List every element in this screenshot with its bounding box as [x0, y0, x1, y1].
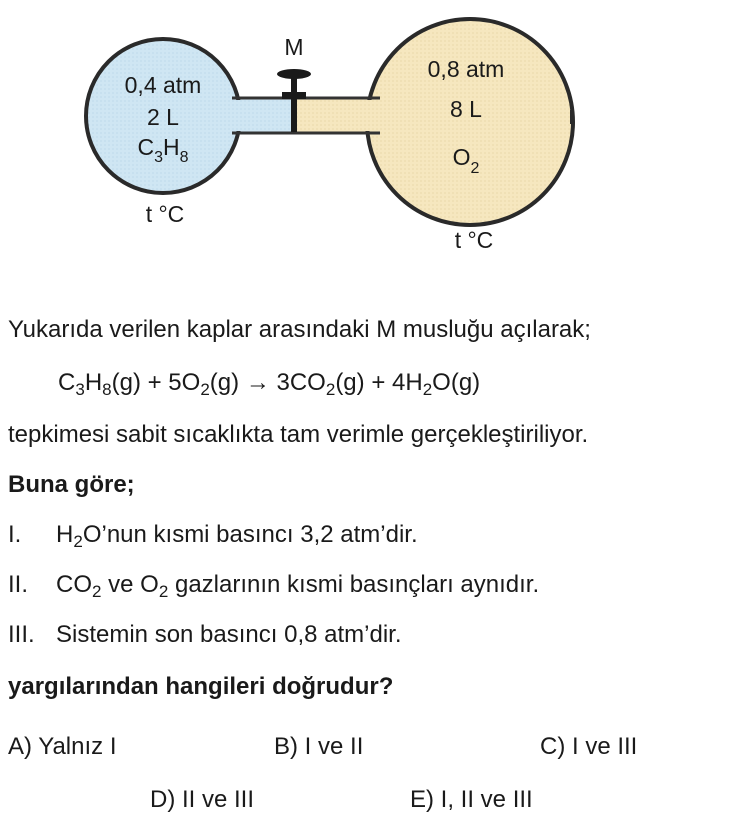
reaction-arrow: → — [245, 369, 270, 396]
condition-text: tepkimesi sabit sıcaklıkta tam verimle gerçekleştiriliyor. — [8, 421, 589, 448]
option-d[interactable]: D) II ve III — [150, 786, 255, 813]
statement-2: II. $CO_2$ ve $O_2$ gazlarının kısmi basınçları aynıdır. — [8, 571, 540, 601]
right-flask — [367, 19, 573, 225]
option-c[interactable]: C) I ve III — [540, 733, 638, 760]
valve-label: M — [284, 34, 304, 60]
apparatus-figure — [0, 0, 729, 270]
question-end: yargılarından hangileri doğrudur? — [8, 673, 394, 700]
right-gas-formula: $O_2$ — [452, 144, 480, 177]
option-e[interactable]: E) I, II ve III — [410, 786, 533, 813]
right-pressure-label: 0,8 atm — [427, 56, 505, 82]
right-temperature-label: t °C — [454, 227, 494, 253]
option-a[interactable]: A) Yalnız I — [8, 733, 117, 760]
question-lead: Buna göre; — [8, 471, 135, 498]
option-b[interactable]: B) I ve II — [274, 733, 364, 760]
left-temperature-label: t °C — [145, 201, 185, 227]
left-pressure-label: 0,4 atm — [124, 72, 202, 98]
statement-1: I. $H_2O’nun$ kısmi basıncı 3,2 atm’dir. — [8, 521, 418, 551]
left-gas-formula: $C_3H_8$ — [137, 134, 189, 166]
statement-3: III. Sistemin son basıncı 0,8 atm’dir. — [8, 621, 402, 648]
intro-text: Yukarıda verilen kaplar arasındaki M musluğu açılarak; — [8, 316, 591, 343]
right-volume-label: 8 L — [450, 96, 482, 122]
reaction-equation: $C_3H_8(g) + 5O_2(g) \to 3CO_2(g) + 4H_2O(g)$ — [58, 369, 481, 399]
left-volume-label: 2 L — [147, 104, 179, 130]
